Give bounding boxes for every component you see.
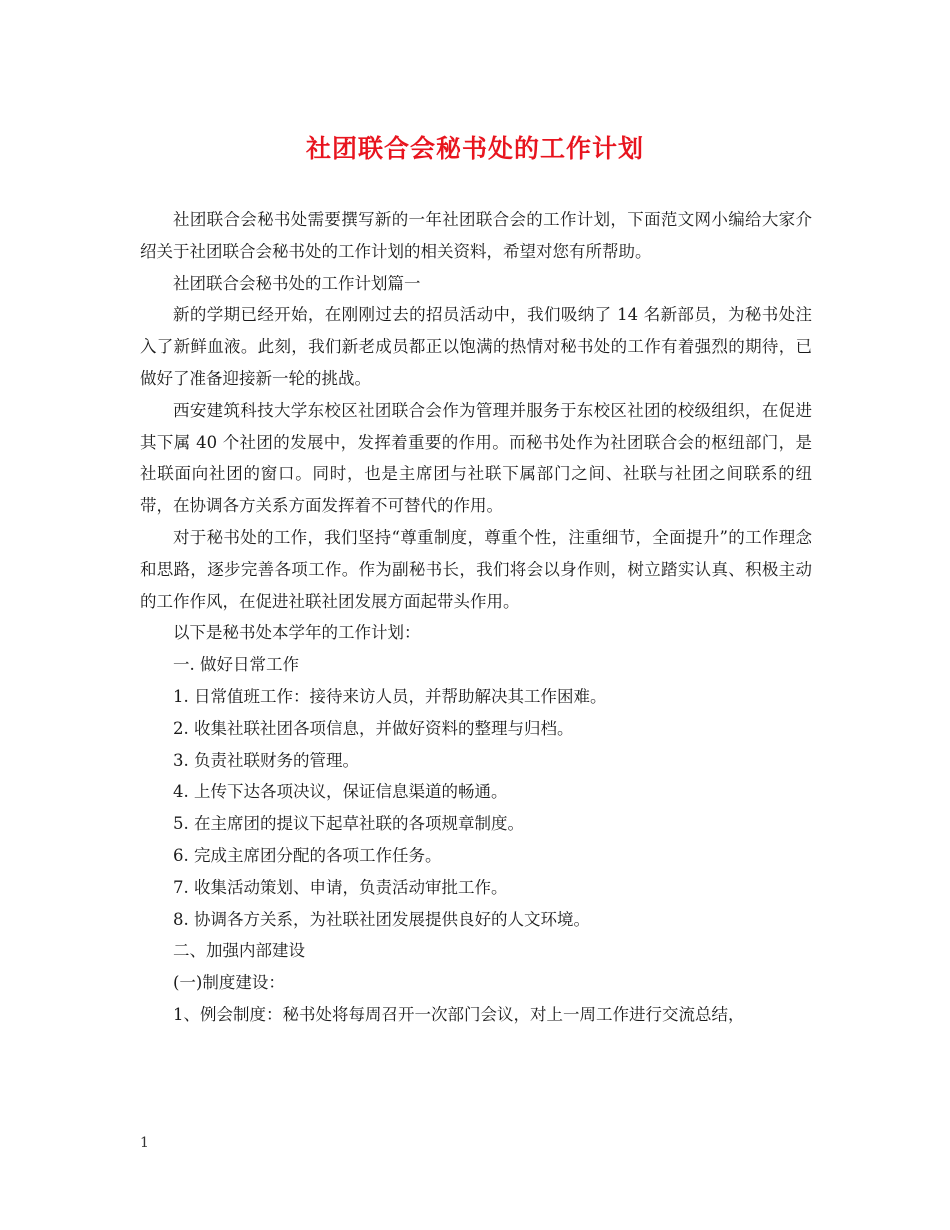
list-item: 6. 完成主席团分配的各项工作任务。 [173,845,442,865]
paragraph-new-semester: 新的学期已经开始，在刚刚过去的招员活动中，我们吸纳了 14 名新部员，为秘书处注入了新鲜血液。此刻，我们新老成员都正以饱满的热情对秘书处的工作有着强烈的期待，已做好了准备迎接新一轮的挑战。 [140,305,812,388]
page-number: 1 [140,1135,149,1151]
paragraph-section-heading: 社团联合会秘书处的工作计划篇一 [173,273,421,293]
list-item: 8. 协调各方关系，为社联社团发展提供良好的人文环境。 [173,909,590,929]
paragraph-work-philosophy: 对于秘书处的工作，我们坚持“尊重制度，尊重个性，注重细节，全面提升”的工作理念和思路，逐步完善各项工作。作为副秘书长，我们将会以身作则，树立踏实认真、积极主动的工作作风，在促进社联社团发展方面起带头作用。 [140,527,812,611]
heading-daily-work: 一. 做好日常工作 [173,655,299,675]
list-item: 4. 上传下达各项决议，保证信息渠道的畅通。 [173,782,508,802]
heading-internal-building: 二、加强内部建设 [173,941,305,961]
paragraph-meeting-system: 1、例会制度：秘书处将每周召开一次部门会议，对上一周工作进行交流总结， [173,1004,745,1024]
list-item: 3. 负责社联财务的管理。 [173,750,359,770]
heading-system-building: (一)制度建设： [173,973,285,993]
list-item: 5. 在主席团的提议下起草社联的各项规章制度。 [173,814,524,834]
list-item: 2. 收集社联社团各项信息，并做好资料的整理与归档。 [173,718,574,738]
list-item: 7. 收集活动策划、申请，负责活动审批工作。 [173,877,508,897]
document-title: 社团联合会秘书处的工作计划 [305,134,644,163]
document-body [140,204,812,1031]
list-item: 1. 日常值班工作：接待来访人员，并帮助解决其工作困难。 [173,686,607,706]
paragraph-federation-role: 西安建筑科技大学东校区社团联合会作为管理并服务于东校区社团的校级组织，在促进其下属 40 个社团的发展中，发挥着重要的作用。而秘书处作为社团联合会的枢纽部门，是社联面向社团的窗口。同时，也是主席团与社联下属部门之间、社联与社团之间联系的纽带，在协调各方关系方面发挥着不可替代的作用。 [140,400,812,516]
paragraph-plan-intro: 以下是秘书处本学年的工作计划： [173,623,421,643]
paragraph-intro: 社团联合会秘书处需要撰写新的一年社团联合会的工作计划，下面范文网小编给大家介绍关于社团联合会秘书处的工作计划的相关资料，希望对您有所帮助。 [140,210,812,261]
